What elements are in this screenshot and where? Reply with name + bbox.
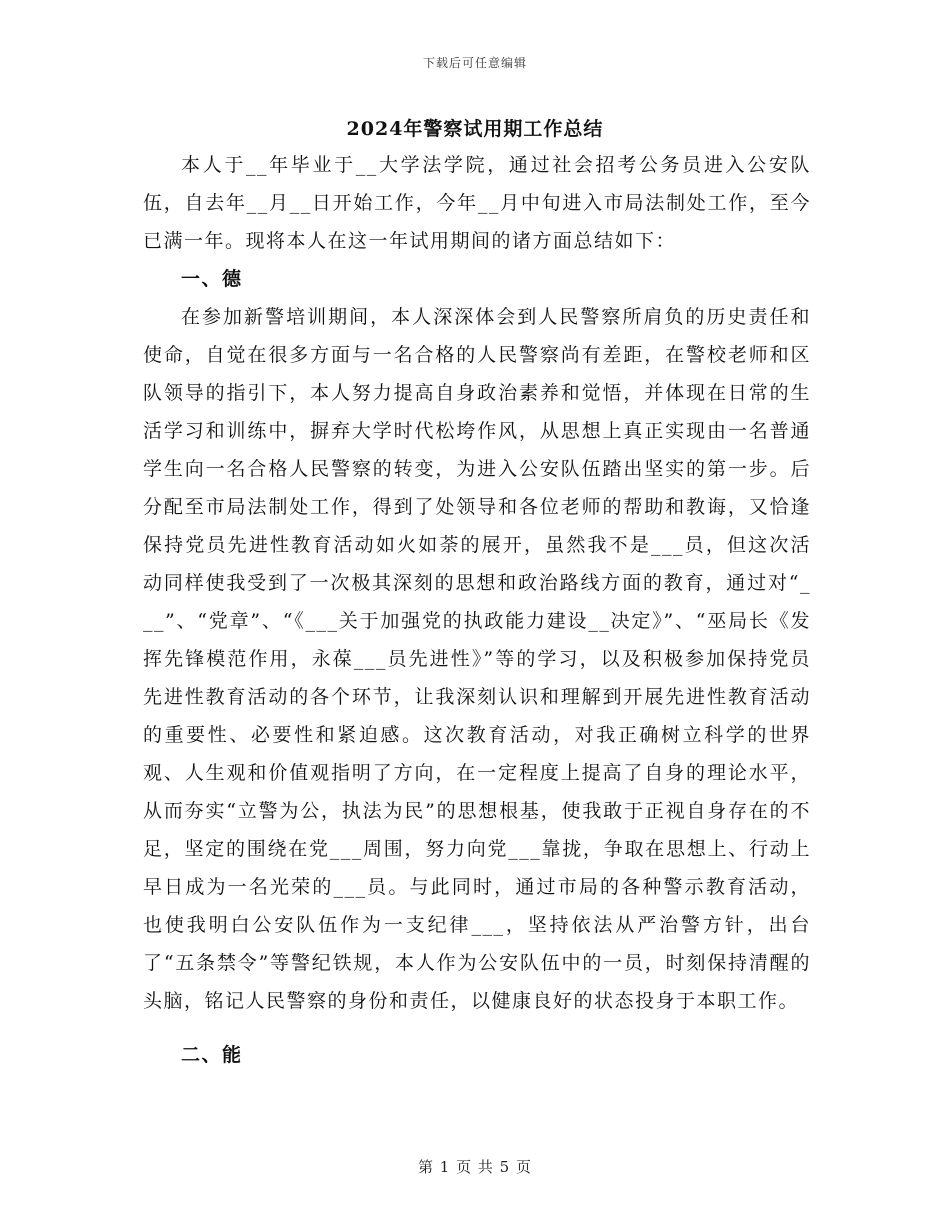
section-heading-virtue: 一、德 [181, 268, 243, 290]
document-title: 2024年警察试用期工作总结 [346, 118, 604, 140]
header-note: 下载后可任意编辑 [422, 56, 527, 70]
section-heading-ability: 二、能 [181, 1044, 243, 1066]
page-number: 第 1 页 共 5 页 [418, 1158, 532, 1176]
document-body [143, 146, 811, 1074]
intro-paragraph: 本人于__年毕业于__大学法学院，通过社会招考公务员进入公安队伍，自去年__月__日开始工作，今年__月中旬进入市局法制处工作，至今已满一年。现将本人在这一年试用期间的诸方面总结如下： [143, 154, 811, 252]
section-paragraph-virtue: 在参加新警培训期间，本人深深体会到人民警察所肩负的历史责任和使命，自觉在很多方面与一名合格的人民警察尚有差距，在警校老师和区队领导的指引下，本人努力提高自身政治素养和觉悟，并体现在日常的生活学习和训练中，摒弃大学时代松垮作风，从思想上真正实现由一名普通学生向一名合格人民警察的转变，为进入公安队伍踏出坚实的第一步。后分配至市局法制处工作，得到了处领导和各位老师的帮助和教诲，又恰逢保持党员先进性教育活动如火如荼的展开，虽然我不是___员，但这次活动同样使我受到了一次极其深刻的思想和政治路线方面的教育，通过对“___”、“党章”、“《___关于加强党的执政能力建设__决定》”、“巫局长《发挥先锋模范作用，永葆___员先进性》”等的学习，以及积极参加保持党员先进性教育活动的各个环节，让我深刻认识和理解到开展先进性教育活动的重要性、必要性和紧迫感。这次教育活动，对我正确树立科学的世界观、人生观和价值观指明了方向，在一定程度上提高了自身的理论水平，从而夯实“立警为公，执法为民”的思想根基，使我敢于正视自身存在的不足，坚定的围绕在党___周围，努力向党___靠拢，争取在思想上、行动上早日成为一名光荣的___员。与此同时，通过市局的各种警示教育活动，也使我明白公安队伍作为一支纪律___，坚持依法从严治警方针，出台了“五条禁令”等警纪铁规，本人作为公安队伍中的一员，时刻保持清醒的头脑，铭记人民警察的身份和责任，以健康良好的状态投身于本职工作。 [143, 306, 811, 1012]
